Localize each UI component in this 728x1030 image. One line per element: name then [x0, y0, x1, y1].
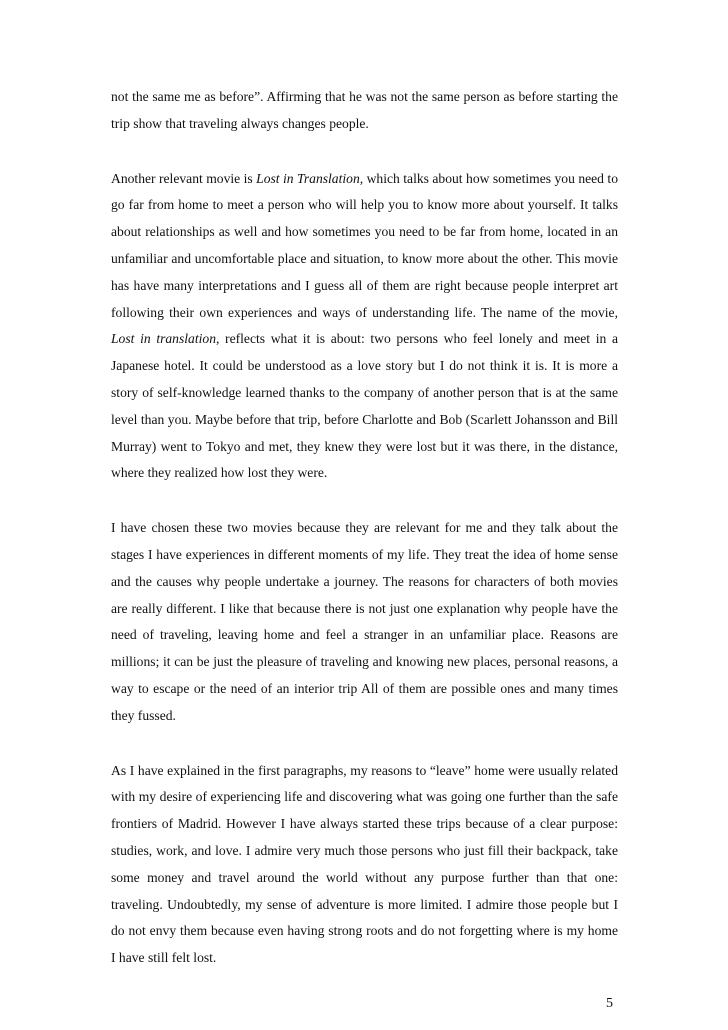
- paragraph-2-text-a: Another relevant movie is: [111, 170, 257, 186]
- paragraph-2: [111, 166, 618, 488]
- paragraph-3-text: I have chosen these two movies because they are relevant for me and they talk about the stages I have experiences in different moments of my life. They treat the idea of home sense and the causes why people undertake a journey. The reasons for characters of both movies are really different. I like that because there is not just one explanation why people have the need of traveling, leaving home and feel a stranger in an unfamiliar place. Reasons are millions; it can be just the pleasure of traveling and knowing new places, personal reasons, a way to escape or the need of an interior trip All of them are possible ones and many times they fussed.: [111, 520, 618, 723]
- paragraph-2-text-b: which talks about how sometimes you need to go far from home to meet a person who will help you to know more about yourself. It talks about relationships as well and how sometimes you need to be far from home, located in an unfamiliar and uncomfortable place and situation, to know more about the other. This movie has have many interpretations and I guess all of them are right because people interpret art following their own experiences and ways of understanding life. The name of the movie,: [111, 170, 618, 320]
- paragraph-3: [111, 515, 618, 729]
- paragraph-4-text: As I have explained in the first paragraphs, my reasons to “leave” home were usually related with my desire of experiencing life and discovering what was going one further than the safe frontiers of Madrid. However I have always started these trips because of a clear purpose: studies, work, and love. I admire very much those persons who just fill their backpack, take some money and travel around the world without any purpose further than that one: traveling. Undoubtedly, my sense of adventure is more limited. I admire those people but I do not envy them because even having strong roots and do not forgetting where is my home I have still felt lost.: [111, 762, 618, 966]
- movie-title-italic: Lost in Translation,: [256, 170, 364, 186]
- movie-title-italic-2: Lost in translation: [111, 331, 216, 347]
- paragraph-1: [111, 84, 618, 138]
- document-page: [111, 84, 618, 1000]
- paragraph-2-text-c: , reflects what it is about: two persons who feel lonely and meet in a Japanese hotel. It could be understood as a love story but I do not think it is. It is more a story of self-knowledge learned thanks to the company of another person that is at the same level than you. Maybe before that trip, before Charlotte and Bob (Scarlett Johansson and Bill Murray) went to Tokyo and met, they knew they were lost but it was there, in the distance, where they realized how lost they were.: [111, 331, 618, 481]
- paragraph-1-text: not the same me as before”. Affirming that he was not the same person as before starting the trip show that traveling always changes people.: [111, 89, 618, 131]
- paragraph-4: [111, 758, 618, 972]
- page-number: 5: [606, 996, 613, 1011]
